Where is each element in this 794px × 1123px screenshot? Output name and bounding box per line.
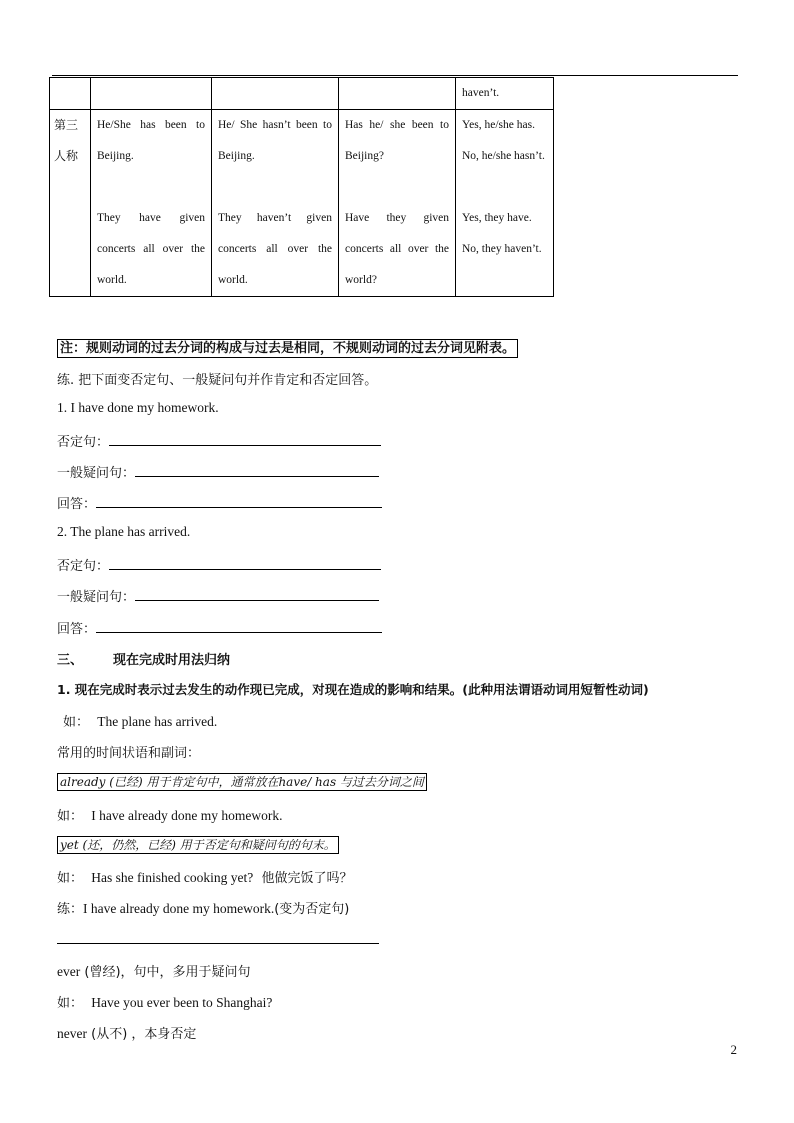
- common-adverbs-label: 常用的时间状语和副词：: [57, 746, 201, 761]
- answer-blank-line[interactable]: [57, 943, 379, 944]
- answer-line-question: 一般疑问句：: [57, 462, 379, 481]
- answer-line-answer: 回答：: [57, 493, 382, 512]
- answer-line-negative: 否定句：: [57, 431, 381, 450]
- ever-line: ever (曾经)，句中，多用于疑问句: [57, 964, 251, 980]
- blank-field[interactable]: [109, 557, 381, 570]
- exercise-instruction: 练. 把下面变否定句、一般疑问句并作肯定和否定回答。: [57, 373, 378, 388]
- table-cell: haven’t.: [456, 78, 554, 110]
- blank-field[interactable]: [96, 495, 382, 508]
- question-cell: Has he/ she been to Beijing? Have they given concerts all over the world?: [339, 110, 456, 297]
- never-line: never (从不) ，本身否定: [57, 1026, 197, 1042]
- practice-line: 练：I have already done my homework.(变为否定句): [57, 901, 350, 917]
- person-cell: 第三人称: [50, 110, 91, 297]
- exercise-q1: 1. I have done my homework.: [57, 400, 219, 415]
- already-note: already (已经) 用于肯定句中，通常放在have/ has 与过去分词之间: [57, 773, 427, 790]
- answer-line-answer: 回答：: [57, 618, 382, 637]
- answer-line-negative: 否定句：: [57, 555, 381, 574]
- negative-cell: He/ She hasn’t been to Beijing. They haven’t given concerts all over the world.: [212, 110, 339, 297]
- answer-cell: Yes, he/she has. No, he/she hasn’t. Yes, they have. No, they haven’t.: [456, 110, 554, 297]
- section-heading: 三、 现在完成时用法归纳: [57, 653, 231, 668]
- conjugation-table: [49, 77, 554, 297]
- answer-line-question: 一般疑问句：: [57, 586, 379, 605]
- blank-field[interactable]: [135, 464, 379, 477]
- yet-note: yet (还，仍然，已经) 用于否定句和疑问句的句末。: [57, 836, 339, 853]
- usage-point-1: 1. 现在完成时表示过去发生的动作现已完成，对现在造成的影响和结果。(此种用法谓语动词用短暂性动词): [57, 682, 649, 697]
- blank-field[interactable]: [96, 620, 382, 633]
- table-row: [50, 78, 554, 110]
- note-line: 注：规则动词的过去分词的构成与过去是相同，不规则动词的过去分词见附表。: [57, 337, 518, 356]
- example-line: 如： Have you ever been to Shanghai?: [57, 995, 273, 1011]
- blank-field[interactable]: [109, 433, 381, 446]
- blank-field[interactable]: [135, 588, 379, 601]
- table-row: [50, 110, 554, 297]
- exercise-q2: 2. The plane has arrived.: [57, 524, 191, 539]
- page-number: 2: [730, 1042, 737, 1057]
- example-line: 如： Has she finished cooking yet? 他做完饭了吗？: [57, 870, 353, 886]
- example-line: 如： I have already done my homework.: [57, 808, 283, 824]
- example-line: 如： The plane has arrived.: [63, 714, 218, 730]
- affirmative-cell: He/She has been to Beijing. They have given concerts all over the world.: [91, 110, 212, 297]
- header-rule: [52, 75, 738, 76]
